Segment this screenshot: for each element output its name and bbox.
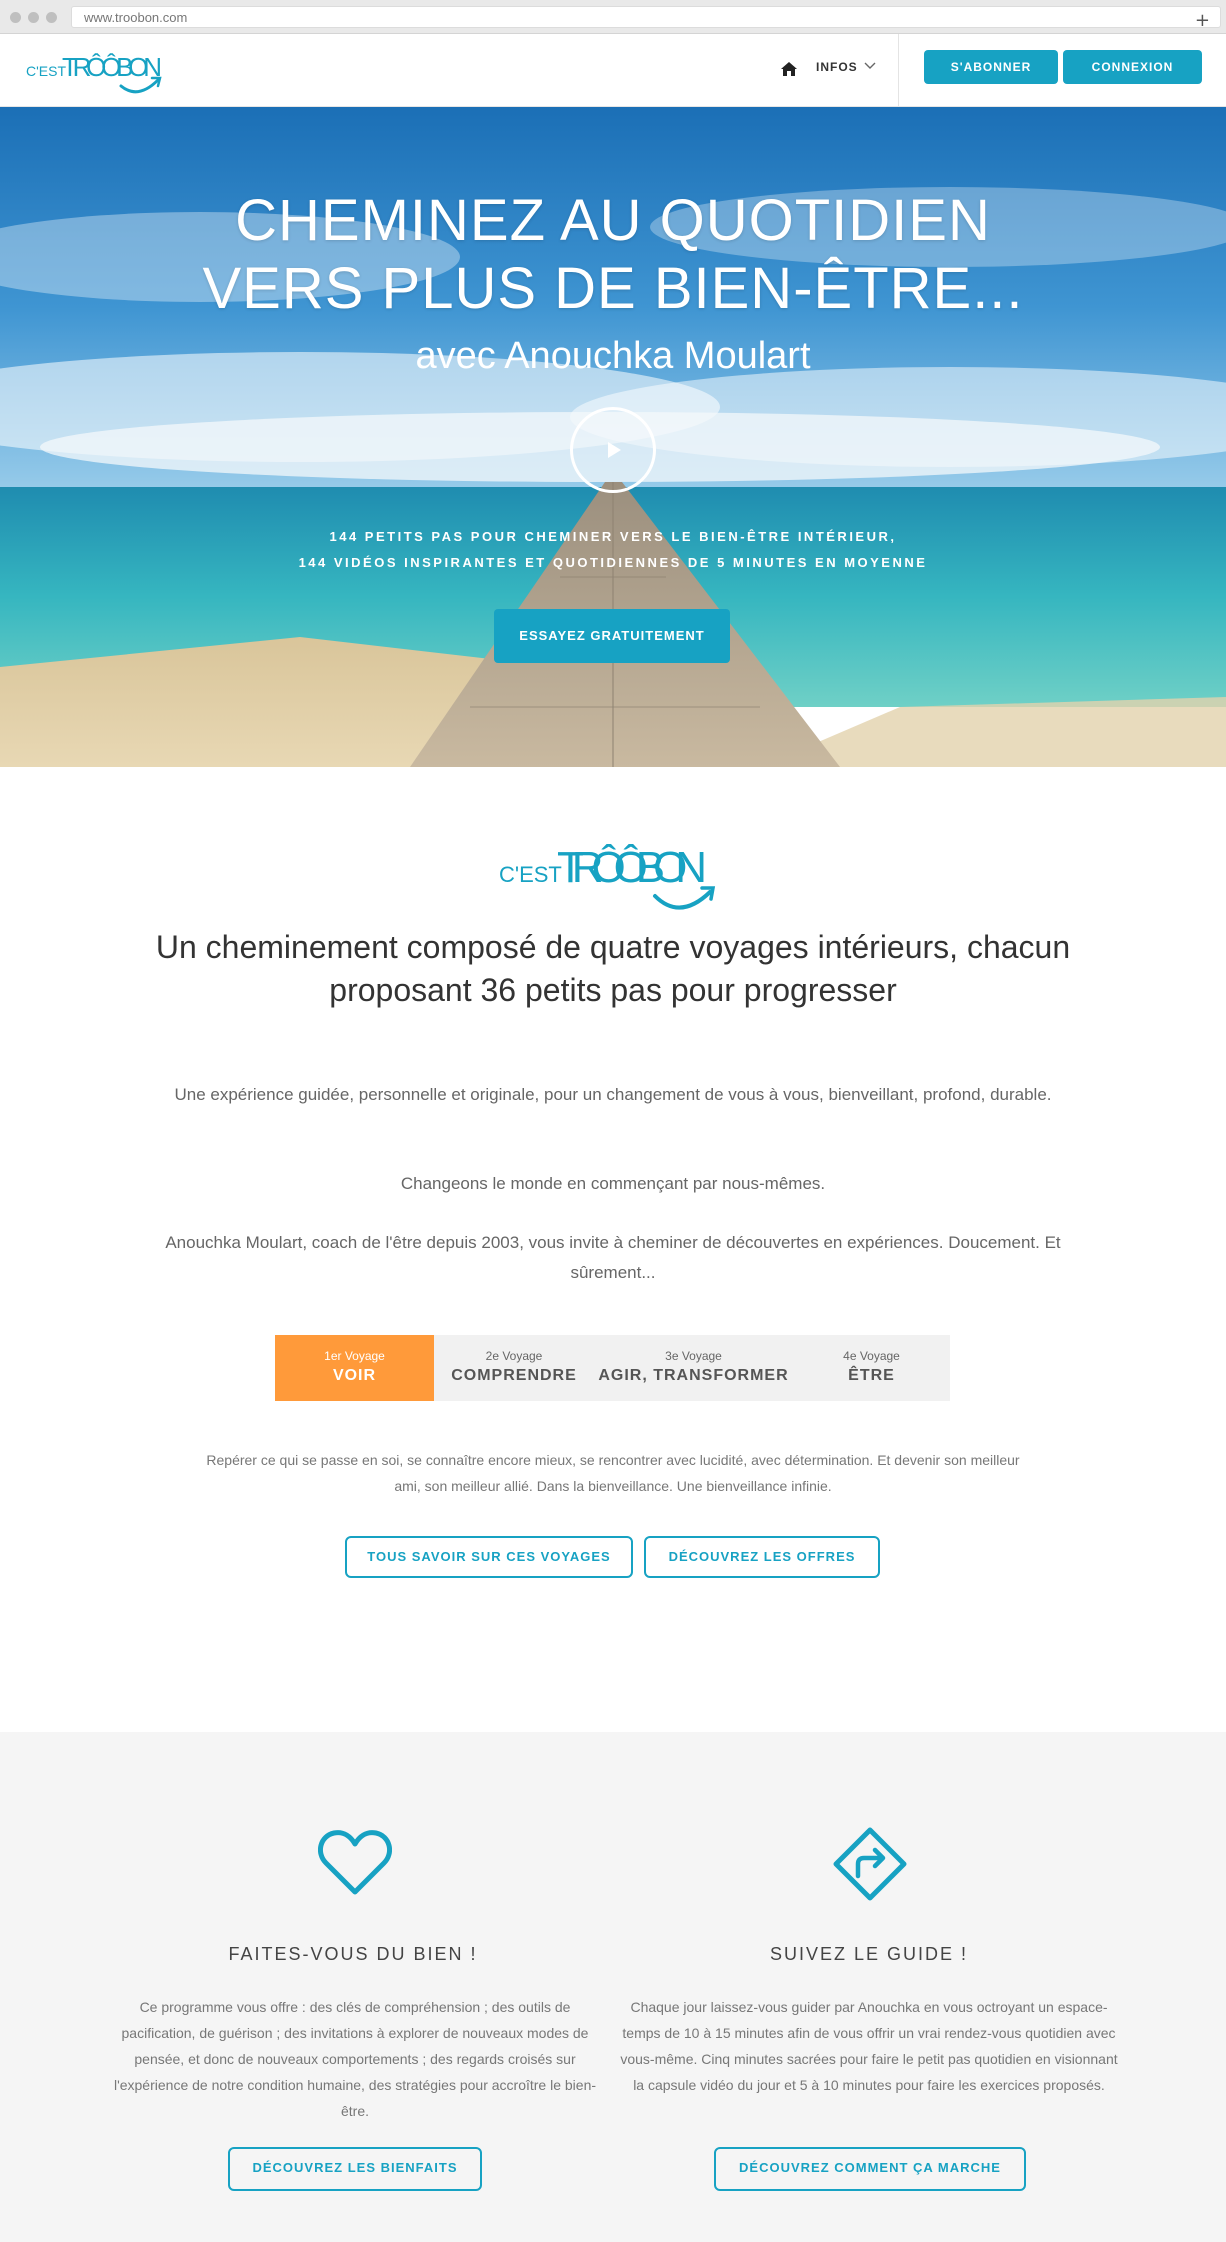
window-minimize-dot[interactable] [28, 12, 39, 23]
offers-button[interactable]: DÉCOUVREZ LES OFFRES [644, 1536, 880, 1578]
subscribe-button[interactable]: S'ABONNER [924, 50, 1058, 84]
tab-voyage-1[interactable] [275, 1335, 434, 1401]
address-bar[interactable] [71, 6, 1221, 31]
features-section [0, 1732, 1226, 2242]
play-video-button[interactable] [570, 407, 656, 493]
tab-voyage-1-number: 1er Voyage [324, 1349, 385, 1363]
heart-icon [318, 1828, 392, 1898]
tab-voyage-3-number: 3e Voyage [665, 1349, 722, 1363]
tab-voyage-4-label: ÊTRE [848, 1367, 895, 1384]
feature-1-text: Ce programme vous offre : des clés de compréhension ; des outils de pacification, de guérison ; des invitations à explorer de nouveaux modes de pensée, et donc de nouveaux comportements ; des regards croisés sur l'expérience de notre condition humaine, des stratégies pour accroître le bien-être. [113, 1999, 597, 2119]
direction-sign-icon [830, 1824, 910, 1904]
login-button[interactable]: CONNEXION [1063, 50, 1202, 84]
new-tab-icon[interactable]: + [1194, 10, 1210, 31]
logo-large-name: TRÔÔBON [557, 843, 707, 892]
intro-paragraph-1: Une expérience guidée, personnelle et originale, pour un changement de vous à vous, bienveillant, profond, durable. [174, 1085, 1052, 1104]
tab-voyage-2-number: 2e Voyage [485, 1349, 543, 1363]
window-maximize-dot[interactable] [46, 12, 57, 23]
hero-section [0, 107, 1226, 767]
feature-1-title: FAITES-VOUS DU BIEN ! [228, 1944, 478, 1964]
site-header [0, 34, 1226, 107]
nav-divider [898, 34, 899, 106]
tab-voyage-2-label: COMPRENDRE [451, 1367, 577, 1384]
nav-infos[interactable]: INFOS [816, 60, 858, 74]
tab-content: Repérer ce qui se passe en soi, se connaître encore mieux, se rencontrer avec lucidité, avec détermination. Et devenir son meilleur ami, son meilleur allié. Dans la bienveillance. Une bienveillance infinie. [206, 1452, 1020, 1494]
brand-logo-large [495, 826, 730, 918]
hero-title-line1: CHEMINEZ AU QUOTIDIEN [235, 188, 991, 253]
hero-subtitle: avec Anouchka Moulart [415, 335, 811, 377]
intro-title: Un cheminement composé de quatre voyages intérieurs, chacun proposant 36 petits pas pour progresser [155, 929, 1071, 1008]
tab-voyage-3[interactable] [594, 1335, 793, 1401]
window-close-dot[interactable] [10, 12, 21, 23]
intro-paragraph-2: Changeons le monde en commençant par nous-mêmes. [400, 1174, 826, 1193]
play-icon [573, 410, 653, 490]
try-free-button[interactable]: ESSAYEZ GRATUITEMENT [494, 609, 730, 663]
feature-2-text: Chaque jour laissez-vous guider par Anouchka en vous octroyant un espace-temps de 10 à 15 minutes afin de vous offrir un vrai rendez-vous quotidien avec vous-même. Cinq minutes sacrées pour faire le petit pas quotidien en visionnant la capsule vidéo du jour et 5 à 10 minutes pour faire les exercices proposés. [620, 1999, 1118, 2093]
voyage-tabs [275, 1335, 950, 1401]
tab-voyage-4-number: 4e Voyage [843, 1349, 900, 1363]
intro-paragraph-3: Anouchka Moulart, coach de l'être depuis 2003, vous invite à cheminer de découvertes en expériences. Doucement. Et sûrement... [165, 1233, 1061, 1282]
voyages-info-button[interactable]: TOUS SAVOIR SUR CES VOYAGES [345, 1536, 633, 1578]
tab-voyage-2[interactable] [434, 1335, 594, 1401]
tab-voyage-3-label: AGIR, TRANSFORMER [598, 1367, 789, 1384]
hero-title [0, 187, 1226, 323]
logo-large-prefix: C'EST [499, 862, 562, 887]
tab-voyage-4[interactable] [793, 1335, 950, 1401]
how-it-works-button[interactable]: DÉCOUVREZ COMMENT ÇA MARCHE [714, 2147, 1026, 2191]
logo-prefix: C'EST [26, 63, 67, 79]
hero-tagline-2: 144 VIDÉOS INSPIRANTES ET QUOTIDIENNES DE 5 MINUTES EN MOYENNE [298, 555, 928, 570]
logo-name: TRÔÔBON [62, 52, 162, 82]
chevron-down-icon[interactable] [864, 60, 876, 72]
home-icon[interactable] [780, 60, 798, 78]
benefits-button[interactable]: DÉCOUVREZ LES BIENFAITS [228, 2147, 482, 2191]
url-text: www.troobon.com [84, 10, 188, 25]
feature-2-title: SUIVEZ LE GUIDE ! [769, 1944, 969, 1964]
brand-logo[interactable] [26, 42, 171, 98]
browser-chrome [0, 0, 1226, 34]
hero-title-line2: VERS PLUS DE BIEN-ÊTRE... [202, 256, 1024, 321]
hero-tagline-1: 144 PETITS PAS POUR CHEMINER VERS LE BIEN-ÊTRE INTÉRIEUR, [329, 529, 897, 544]
tab-voyage-1-label: VOIR [332, 1367, 377, 1384]
